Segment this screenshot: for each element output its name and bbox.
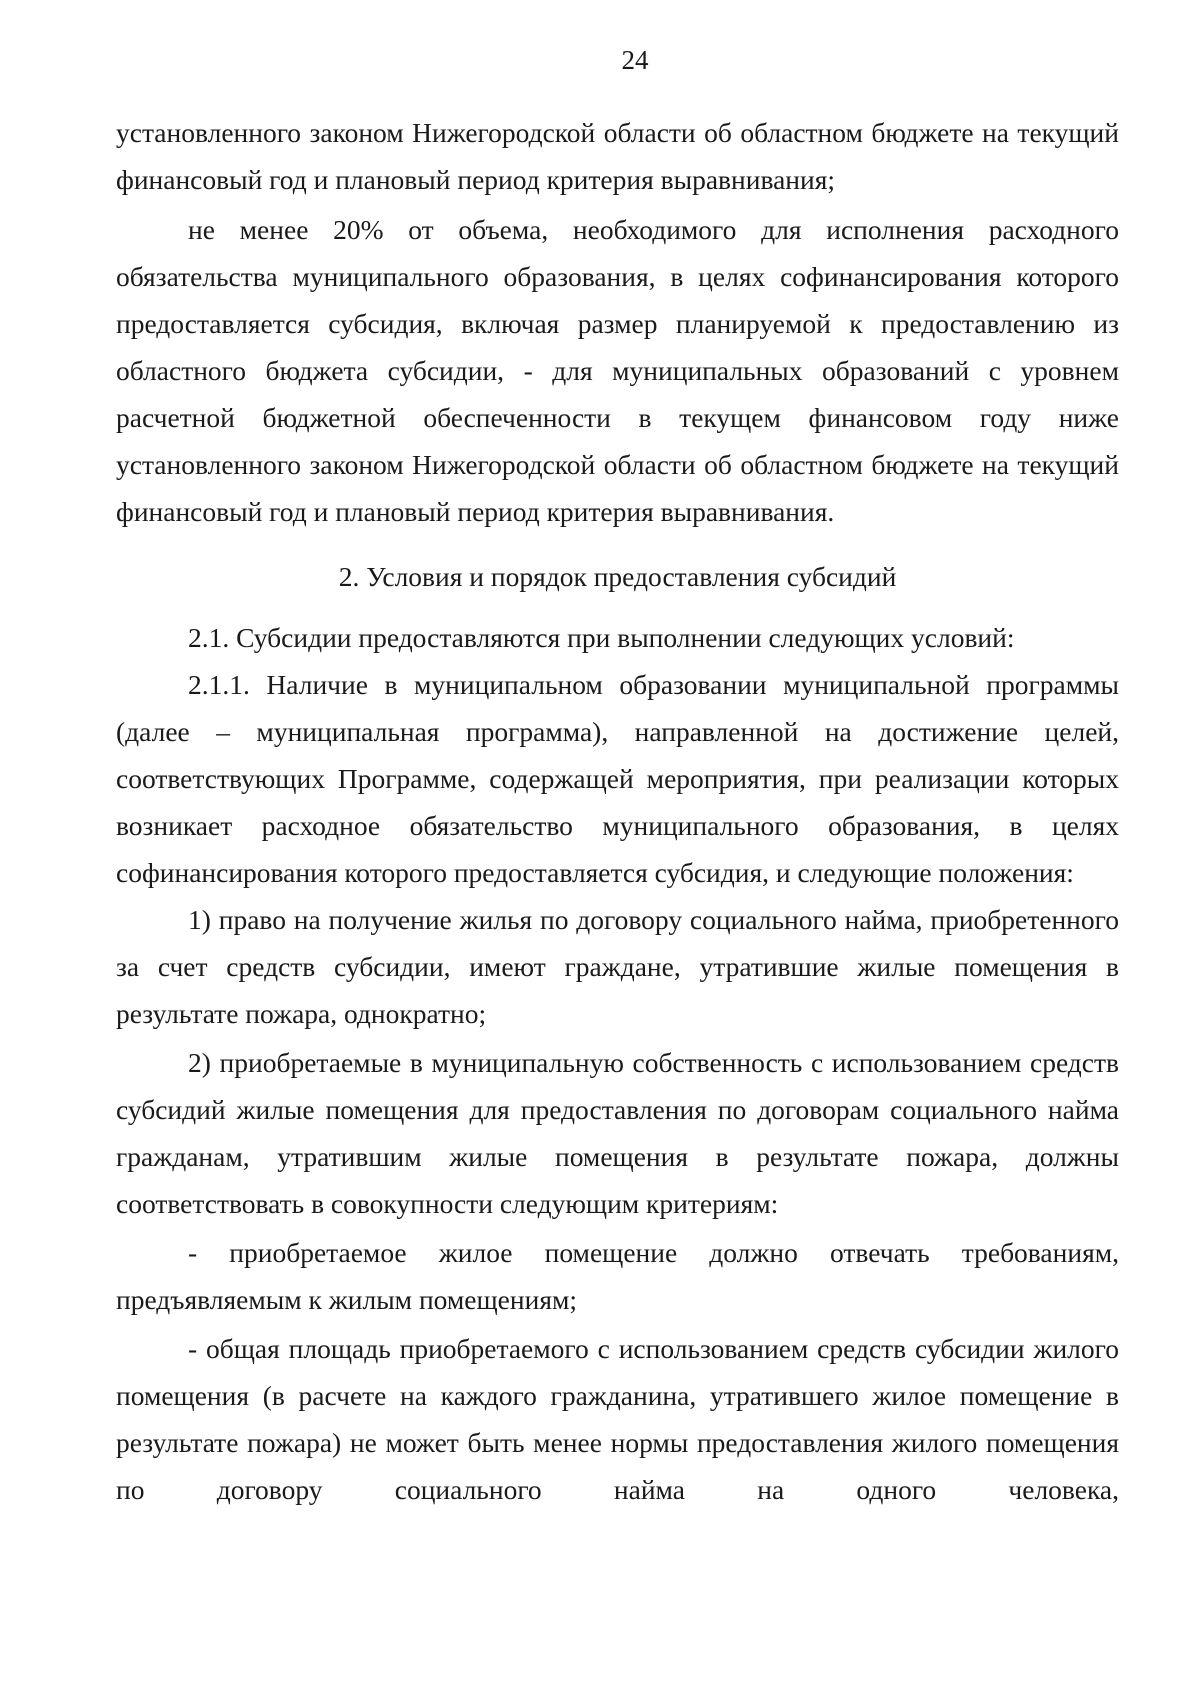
list-item-1: 1) право на получение жилья по договору социального найма, приобретенного за счет средств субсидии, имеют граждане, утратившие жилые помещения в результате пожара, однократно;	[116, 904, 1119, 1029]
paragraph-cofinancing-share: не менее 20% от объема, необходимого для исполнения расходного обязательства муниципального образования, в целях софинансирования которого предоставляется субсидия, включая размер планируемой к предоставлению из областного бюджета субсидии, - для муниципальных образований с уровнем расчетной бюджетной обеспеченности в текущем финансовом году ниже установленного законом Нижегородской области об областном бюджете на текущий финансовый год и плановый период критерия выравнивания.	[116, 214, 1119, 527]
criterion-area: - общая площадь приобретаемого с использованием средств субсидии жилого помещения (в расчете на каждого гражданина, утратившего жилое помещение в результате пожара) не может быть менее нормы предоставления жилого помещения по договору социального найма на одного человека,	[116, 1333, 1119, 1505]
section-heading: 2. Условия и порядок предоставления субсидий	[338, 561, 897, 592]
page-number: 24	[621, 45, 649, 75]
list-item-2: 2) приобретаемые в муниципальную собственность с использованием средств субсидий жилые помещения для предоставления по договорам социального найма гражданам, утратившим жилые помещения в результате пожара, должны соответствовать в совокупности следующим критериям:	[116, 1047, 1119, 1219]
paragraph-2-1: 2.1. Субсидии предоставляются при выполнении следующих условий:	[188, 622, 1015, 653]
paragraph-2-1-1: 2.1.1. Наличие в муниципальном образовании муниципальной программы (далее – муниципальная программа), направленной на достижение целей, соответствующих Программе, содержащей мероприятия, при реализации которых возникает расходное обязательство муниципального образования, в целях софинансирования которого предоставляется субсидия, и следующие положения:	[116, 669, 1119, 888]
criterion-requirements: - приобретаемое жилое помещение должно отвечать требованиям, предъявляемым к жилым помещениям;	[116, 1237, 1119, 1315]
paragraph-continuation: установленного законом Нижегородской области об областном бюджете на текущий финансовый год и плановый период критерия выравнивания;	[116, 117, 1119, 195]
document-body	[116, 109, 1119, 1513]
